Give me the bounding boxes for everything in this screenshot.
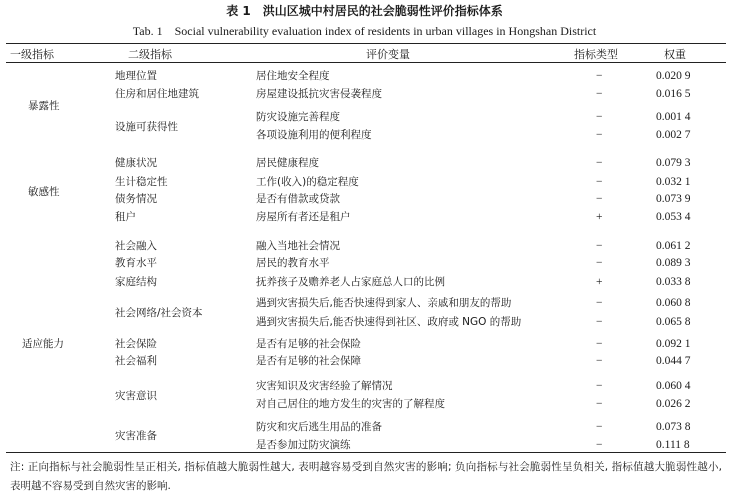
weight-cell: 0.079 3: [656, 157, 691, 169]
level2-item: 社会福利: [115, 355, 157, 367]
variable-cell: 灾害知识及灾害经验了解情况: [256, 380, 393, 392]
type-cell: −: [596, 193, 603, 205]
header-rule: [6, 62, 726, 63]
variable-cell: 房屋所有者还是租户: [256, 211, 351, 223]
variable-cell: 是否有足够的社会保险: [256, 338, 361, 350]
variable-cell: 居民的教育水平: [256, 257, 330, 269]
weight-cell: 0.073 8: [656, 421, 691, 433]
type-cell: −: [596, 421, 603, 433]
type-cell: −: [596, 257, 603, 269]
level2-item: 设施可获得性: [115, 121, 178, 133]
weight-cell: 0.001 4: [656, 111, 691, 123]
variable-cell: 居住地安全程度: [256, 70, 330, 82]
table-title-en: Tab. 1 Social vulnerability evaluation index of residents in urban villages in Hongshan District: [132, 24, 597, 38]
type-cell: −: [596, 355, 603, 367]
type-cell: −: [596, 380, 603, 392]
weight-cell: 0.044 7: [656, 355, 691, 367]
weight-cell: 0.033 8: [656, 276, 691, 288]
weight-cell: 0.111 8: [656, 439, 690, 451]
level2-item: 债务情况: [115, 193, 157, 205]
header-level1: 一级指标: [10, 48, 54, 61]
variable-cell: 抚养孩子及赡养老人占家庭总人口的比例: [256, 276, 445, 288]
weight-cell: 0.032 1: [656, 176, 691, 188]
variable-cell: 防灾设施完善程度: [256, 111, 340, 123]
level2-item: 灾害准备: [115, 430, 157, 442]
weight-cell: 0.053 4: [656, 211, 691, 223]
type-cell: +: [596, 276, 603, 288]
variable-cell: 房屋建设抵抗灾害侵袭程度: [256, 88, 382, 100]
type-cell: −: [596, 70, 603, 82]
weight-cell: 0.060 8: [656, 297, 691, 309]
variable-cell: 遇到灾害损失后,能否快速得到家人、亲戚和朋友的帮助: [256, 297, 512, 309]
variable-cell: 遇到灾害损失后,能否快速得到社区、政府或 NGO 的帮助: [256, 316, 522, 328]
top-rule: [6, 43, 726, 44]
level2-item: 社会融入: [115, 240, 157, 252]
variable-cell: 是否参加过防灾演练: [256, 439, 351, 451]
level1-sensitivity: 敏感性: [28, 186, 60, 198]
header-weight: 权重: [664, 48, 686, 61]
variable-cell: 是否有借款或贷款: [256, 193, 340, 205]
weight-cell: 0.026 2: [656, 398, 691, 410]
variable-cell: 对自己居住的地方发生的灾害的了解程度: [256, 398, 445, 410]
type-cell: −: [596, 316, 603, 328]
type-cell: −: [596, 297, 603, 309]
type-cell: −: [596, 338, 603, 350]
level2-item: 住房和居住地建筑: [115, 88, 199, 100]
type-cell: −: [596, 129, 603, 141]
weight-cell: 0.060 4: [656, 380, 691, 392]
level1-adaptive-capacity: 适应能力: [22, 338, 64, 350]
type-cell: −: [596, 240, 603, 252]
weight-cell: 0.016 5: [656, 88, 691, 100]
variable-cell: 是否有足够的社会保障: [256, 355, 361, 367]
weight-cell: 0.065 8: [656, 316, 691, 328]
level2-item: 教育水平: [115, 257, 157, 269]
table-note: 注: 正向指标与社会脆弱性呈正相关, 指标值越大脆弱性越大, 表明越容易受到自然灾害的影响; 负向指标与社会脆弱性呈负相关, 指标值越大脆弱性越小, 表明越不容易受到自然灾害的影响.: [10, 461, 722, 492]
type-cell: −: [596, 111, 603, 123]
type-cell: +: [596, 211, 603, 223]
level2-item: 健康状况: [115, 157, 157, 169]
header-type: 指标类型: [574, 48, 618, 61]
weight-cell: 0.061 2: [656, 240, 691, 252]
type-cell: −: [596, 157, 603, 169]
level2-item: 社会保险: [115, 338, 157, 350]
level2-item: 租户: [115, 211, 136, 223]
level2-item: 生计稳定性: [115, 176, 168, 188]
weight-cell: 0.073 9: [656, 193, 691, 205]
bottom-rule: [6, 452, 726, 453]
variable-cell: 各项设施利用的便利程度: [256, 129, 372, 141]
type-cell: −: [596, 398, 603, 410]
weight-cell: 0.089 3: [656, 257, 691, 269]
variable-cell: 融入当地社会情况: [256, 240, 340, 252]
variable-cell: 工作(收入)的稳定程度: [256, 176, 359, 188]
level2-item: 灾害意识: [115, 390, 157, 402]
variable-cell: 居民健康程度: [256, 157, 319, 169]
table-title-cn: 表 1 洪山区城中村居民的社会脆弱性评价指标体系: [226, 4, 503, 18]
type-cell: −: [596, 439, 603, 451]
type-cell: −: [596, 88, 603, 100]
type-cell: −: [596, 176, 603, 188]
header-variable: 评价变量: [366, 48, 410, 61]
header-level2: 二级指标: [128, 48, 172, 61]
level1-exposure: 暴露性: [28, 100, 60, 112]
weight-cell: 0.092 1: [656, 338, 691, 350]
level2-item: 地理位置: [115, 70, 157, 82]
weight-cell: 0.020 9: [656, 70, 691, 82]
level2-item: 社会网络/社会资本: [115, 307, 203, 319]
variable-cell: 防灾和灾后逃生用品的准备: [256, 421, 382, 433]
weight-cell: 0.002 7: [656, 129, 691, 141]
level2-item: 家庭结构: [115, 276, 157, 288]
